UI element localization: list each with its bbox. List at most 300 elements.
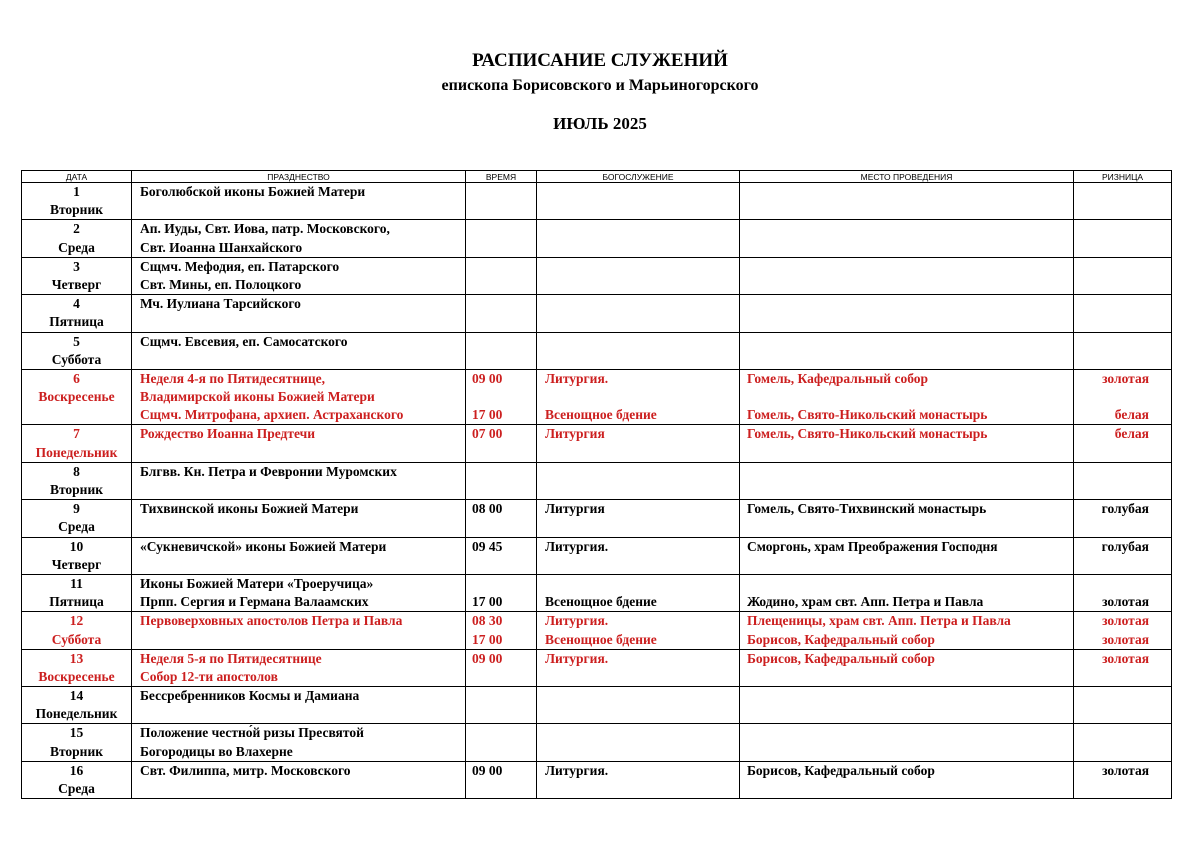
table-row — [22, 257, 1172, 294]
date-cell — [22, 537, 132, 574]
feast-line: Свт. Филиппа, митр. Московского — [140, 762, 351, 778]
place-line — [747, 687, 1073, 705]
vestment-line — [1074, 743, 1149, 761]
feast-cell — [132, 257, 466, 294]
date-cell — [22, 220, 132, 257]
weekday: Четверг — [51, 556, 102, 572]
service-line: Всенощное бдение — [545, 631, 657, 647]
place-cell — [740, 220, 1074, 257]
feast-line: Неделя 5-я по Пятидесятнице — [140, 650, 322, 666]
feast-line: Первоверховных апостолов Петра и Павла — [140, 613, 403, 629]
day-number: 3 — [73, 258, 80, 274]
vestment-line — [1074, 668, 1149, 686]
day-number: 16 — [69, 762, 84, 778]
time-line — [472, 463, 536, 481]
place-cell — [740, 332, 1074, 369]
time-cell — [466, 332, 537, 369]
feast-line — [140, 351, 465, 369]
service-line — [545, 518, 739, 536]
vestment-cell — [1074, 574, 1172, 611]
place-line: Гомель, Свято-Никольский монастырь — [747, 407, 988, 423]
vestment-line — [1074, 705, 1149, 723]
service-cell — [537, 724, 740, 761]
service-line: Литургия. — [545, 613, 609, 629]
service-cell — [537, 462, 740, 499]
feast-cell — [132, 220, 466, 257]
time-cell — [466, 257, 537, 294]
vestment-cell — [1074, 220, 1172, 257]
place-line: Борисов, Кафедральный собор — [747, 650, 935, 666]
vestment-cell — [1074, 649, 1172, 686]
place-cell — [740, 295, 1074, 332]
vestment-cell — [1074, 462, 1172, 499]
service-line: Литургия — [545, 501, 605, 517]
time-line — [472, 743, 536, 761]
time-line: 09 00 — [472, 650, 503, 666]
place-line — [747, 575, 1073, 593]
place-line — [747, 295, 1073, 313]
vestment-line — [1074, 258, 1149, 276]
feast-line — [140, 705, 465, 723]
place-line: Плещеницы, храм свт. Апп. Петра и Павла — [747, 613, 1011, 629]
place-line — [747, 481, 1073, 499]
service-line — [545, 780, 739, 798]
weekday: Суббота — [51, 631, 102, 647]
vestment-line — [1074, 313, 1149, 331]
day-number: 9 — [73, 501, 80, 517]
service-cell — [537, 257, 740, 294]
place-cell — [740, 687, 1074, 724]
vestment-line — [1074, 481, 1149, 499]
place-line — [747, 201, 1073, 219]
time-line — [472, 481, 536, 499]
place-line — [747, 444, 1073, 462]
place-line — [747, 351, 1073, 369]
place-line — [747, 388, 1073, 406]
feast-line: Блгвв. Кн. Петра и Февронии Муромских — [140, 463, 397, 479]
time-line: 09 45 — [472, 538, 503, 554]
vestment-line: голубая — [1101, 538, 1149, 554]
feast-line: Тихвинской иконы Божией Матери — [140, 501, 359, 517]
place-cell — [740, 649, 1074, 686]
service-line: Литургия. — [545, 538, 609, 554]
vestment-cell — [1074, 761, 1172, 798]
time-line — [472, 388, 536, 406]
date-cell — [22, 183, 132, 220]
service-line — [545, 220, 739, 238]
vestment-line — [1074, 295, 1149, 313]
vestment-cell — [1074, 425, 1172, 462]
service-cell — [537, 425, 740, 462]
schedule-table — [21, 170, 1172, 799]
service-line — [545, 463, 739, 481]
service-cell — [537, 612, 740, 649]
date-cell — [22, 724, 132, 761]
feast-cell — [132, 369, 466, 425]
feast-line: Иконы Божией Матери «Троеручица» — [140, 575, 374, 591]
service-line: Литургия. — [545, 650, 609, 666]
feast-line — [140, 201, 465, 219]
feast-cell — [132, 574, 466, 611]
place-line: Гомель, Свято-Тихвинский монастырь — [747, 501, 987, 517]
time-cell — [466, 612, 537, 649]
day-number: 2 — [73, 221, 80, 237]
place-cell — [740, 369, 1074, 425]
day-number: 1 — [73, 184, 80, 199]
feast-line: Сщмч. Митрофана, архиеп. Астраханского — [140, 407, 404, 423]
time-line: 17 00 — [472, 407, 503, 423]
time-line: 08 00 — [472, 501, 503, 517]
feast-cell — [132, 761, 466, 798]
place-line — [747, 556, 1073, 574]
table-row — [22, 462, 1172, 499]
feast-cell — [132, 500, 466, 537]
table-row — [22, 369, 1172, 425]
vestment-cell — [1074, 257, 1172, 294]
date-cell — [22, 500, 132, 537]
date-cell — [22, 687, 132, 724]
vestment-cell — [1074, 612, 1172, 649]
vestment-line — [1074, 556, 1149, 574]
feast-line: Собор 12-ти апостолов — [140, 668, 278, 684]
vestment-line — [1074, 351, 1149, 369]
feast-cell — [132, 687, 466, 724]
feast-cell — [132, 462, 466, 499]
time-line: 09 00 — [472, 762, 503, 778]
vestment-line — [1074, 388, 1149, 406]
place-line — [747, 668, 1073, 686]
vestment-line — [1074, 518, 1149, 536]
feast-cell — [132, 612, 466, 649]
service-line — [545, 351, 739, 369]
time-cell — [466, 462, 537, 499]
weekday: Воскресенье — [38, 668, 115, 684]
vestment-line — [1074, 276, 1149, 294]
header-row — [22, 171, 1172, 183]
place-cell — [740, 500, 1074, 537]
date-cell — [22, 574, 132, 611]
time-cell — [466, 295, 537, 332]
table-row — [22, 537, 1172, 574]
month-heading: ИЮЛЬ 2025 — [553, 114, 647, 133]
feast-line: Бессребренников Космы и Дамиана — [140, 688, 360, 704]
day-number: 6 — [73, 370, 80, 386]
service-line — [545, 239, 739, 257]
time-line — [472, 687, 536, 705]
vestment-cell — [1074, 183, 1172, 220]
table-row — [22, 295, 1172, 332]
place-line: Гомель, Кафедральный собор — [747, 370, 929, 386]
day-number: 10 — [69, 538, 84, 554]
feast-line: Мч. Иулиана Тарсийского — [140, 296, 301, 312]
column-header-place: МЕСТО ПРОВЕДЕНИЯ — [740, 171, 1074, 183]
weekday: Среда — [58, 519, 95, 535]
column-header-time: ВРЕМЯ — [466, 171, 537, 183]
vestment-line: белая — [1114, 407, 1149, 423]
place-line — [747, 705, 1073, 723]
vestment-cell — [1074, 537, 1172, 574]
feast-line — [140, 518, 465, 536]
service-line — [545, 444, 739, 462]
service-line — [545, 313, 739, 331]
feast-line: «Сукневичской» иконы Божией Матери — [140, 538, 387, 554]
place-line — [747, 313, 1073, 331]
time-line — [472, 351, 536, 369]
place-line: Сморгонь, храм Преображения Господня — [747, 538, 998, 554]
date-cell — [22, 649, 132, 686]
service-line: Всенощное бдение — [545, 594, 657, 610]
feast-line: Неделя 4-я по Пятидесятнице, — [140, 370, 326, 386]
service-line: Литургия. — [545, 370, 609, 386]
table-row — [22, 649, 1172, 686]
feast-line: Прпп. Сергия и Германа Валаамских — [140, 594, 369, 610]
service-line — [545, 276, 739, 294]
place-line — [747, 239, 1073, 257]
place-line — [747, 463, 1073, 481]
column-header-feast: ПРАЗДНЕСТВО — [132, 171, 466, 183]
service-line — [545, 201, 739, 219]
vestment-line: голубая — [1101, 501, 1149, 517]
place-cell — [740, 761, 1074, 798]
table-row — [22, 687, 1172, 724]
day-number: 11 — [70, 575, 83, 591]
weekday: Вторник — [49, 482, 104, 497]
day-number: 12 — [69, 613, 84, 629]
time-cell — [466, 687, 537, 724]
time-cell — [466, 724, 537, 761]
service-line — [545, 705, 739, 723]
vestment-line — [1074, 239, 1149, 257]
time-cell — [466, 425, 537, 462]
day-number: 7 — [73, 426, 80, 442]
service-line — [545, 183, 739, 201]
day-number: 8 — [73, 463, 80, 479]
time-line — [472, 705, 536, 723]
service-line — [545, 388, 739, 406]
feast-cell — [132, 183, 466, 220]
place-line — [747, 276, 1073, 294]
time-cell — [466, 537, 537, 574]
date-cell — [22, 462, 132, 499]
schedule-body — [22, 183, 1172, 799]
date-cell — [22, 612, 132, 649]
vestment-line — [1074, 183, 1149, 201]
column-header-date: ДАТА — [22, 171, 132, 183]
time-cell — [466, 220, 537, 257]
weekday: Пятница — [49, 314, 104, 330]
time-line — [472, 444, 536, 462]
service-cell — [537, 649, 740, 686]
table-row — [22, 332, 1172, 369]
time-line: 07 00 — [472, 426, 503, 442]
vestment-cell — [1074, 500, 1172, 537]
place-line: Борисов, Кафедральный собор — [747, 762, 935, 778]
table-row — [22, 724, 1172, 761]
feast-cell — [132, 425, 466, 462]
vestment-line — [1074, 687, 1149, 705]
day-number: 4 — [73, 296, 80, 312]
vestment-line — [1074, 575, 1149, 593]
service-cell — [537, 332, 740, 369]
table-row — [22, 220, 1172, 257]
time-cell — [466, 761, 537, 798]
date-cell — [22, 332, 132, 369]
table-row — [22, 183, 1172, 220]
place-cell — [740, 425, 1074, 462]
day-number: 15 — [69, 725, 84, 741]
vestment-line — [1074, 333, 1149, 351]
time-line — [472, 183, 536, 201]
service-line: Всенощное бдение — [545, 407, 657, 423]
place-cell — [740, 724, 1074, 761]
feast-line — [140, 444, 465, 462]
feast-line: Положение честно́й ризы Пресвятой — [140, 725, 364, 741]
feast-line: Ап. Иуды, Свт. Иова, патр. Московского, — [140, 221, 390, 237]
time-line — [472, 313, 536, 331]
service-cell — [537, 687, 740, 724]
vestment-line: золотая — [1102, 594, 1149, 610]
date-cell — [22, 425, 132, 462]
place-line — [747, 183, 1073, 201]
column-header-service: БОГОСЛУЖЕНИЕ — [537, 171, 740, 183]
time-cell — [466, 369, 537, 425]
vestment-line: золотая — [1102, 650, 1149, 666]
table-row — [22, 761, 1172, 798]
time-line — [472, 780, 536, 798]
service-cell — [537, 220, 740, 257]
feast-cell — [132, 724, 466, 761]
weekday: Четверг — [51, 276, 102, 292]
service-line — [545, 258, 739, 276]
time-line — [472, 518, 536, 536]
service-cell — [537, 537, 740, 574]
vestment-cell — [1074, 687, 1172, 724]
table-row — [22, 500, 1172, 537]
place-line — [747, 780, 1073, 798]
time-line — [472, 276, 536, 294]
date-cell — [22, 369, 132, 425]
place-line: Борисов, Кафедральный собор — [747, 631, 935, 647]
time-line — [472, 575, 536, 593]
service-line: Литургия — [545, 426, 605, 442]
vestment-line: золотая — [1102, 370, 1149, 386]
time-line — [472, 333, 536, 351]
place-cell — [740, 537, 1074, 574]
feast-line: Рождество Иоанна Предтечи — [140, 426, 316, 442]
weekday: Понедельник — [35, 706, 118, 722]
feast-cell — [132, 295, 466, 332]
service-line — [545, 575, 739, 593]
column-header-vestment: РИЗНИЦА — [1074, 171, 1172, 183]
vestment-cell — [1074, 295, 1172, 332]
vestment-cell — [1074, 724, 1172, 761]
feast-line: Свт. Иоанна Шанхайского — [140, 239, 303, 255]
vestment-line: белая — [1114, 426, 1149, 442]
service-line — [545, 556, 739, 574]
service-line — [545, 743, 739, 761]
feast-line: Свт. Мины, еп. Полоцкого — [140, 276, 302, 292]
feast-line — [140, 780, 465, 798]
feast-cell — [132, 332, 466, 369]
place-cell — [740, 183, 1074, 220]
table-row — [22, 574, 1172, 611]
feast-line: Сщмч. Евсевия, еп. Самосатского — [140, 333, 348, 349]
time-line: 09 00 — [472, 370, 503, 386]
service-cell — [537, 369, 740, 425]
service-line: Литургия. — [545, 762, 609, 778]
weekday: Вторник — [49, 743, 104, 759]
date-cell — [22, 295, 132, 332]
time-line — [472, 258, 536, 276]
feast-line — [140, 556, 465, 574]
weekday: Пятница — [49, 594, 104, 610]
time-line: 08 30 — [472, 613, 503, 629]
date-cell — [22, 761, 132, 798]
time-cell — [466, 649, 537, 686]
feast-line: Владимирской иконы Божией Матери — [140, 389, 375, 405]
vestment-line — [1074, 780, 1149, 798]
time-line — [472, 201, 536, 219]
feast-line — [140, 313, 465, 331]
place-line: Гомель, Свято-Никольский монастырь — [747, 426, 988, 442]
vestment-cell — [1074, 332, 1172, 369]
vestment-line — [1074, 444, 1149, 462]
service-line — [545, 481, 739, 499]
place-cell — [740, 257, 1074, 294]
place-line: Жодино, храм свт. Апп. Петра и Павла — [747, 594, 984, 610]
time-cell — [466, 500, 537, 537]
place-line — [747, 518, 1073, 536]
page-title: РАСПИСАНИЕ СЛУЖЕНИЙ — [472, 50, 728, 71]
service-line — [545, 295, 739, 313]
feast-line: Сщмч. Мефодия, еп. Патарского — [140, 258, 340, 274]
service-line — [545, 668, 739, 686]
feast-cell — [132, 649, 466, 686]
vestment-line — [1074, 220, 1149, 238]
service-line — [545, 687, 739, 705]
weekday: Вторник — [49, 202, 104, 218]
place-line — [747, 220, 1073, 238]
place-line — [747, 258, 1073, 276]
time-line: 17 00 — [472, 631, 503, 647]
place-line — [747, 724, 1073, 742]
vestment-line — [1074, 724, 1149, 742]
vestment-line — [1074, 463, 1149, 481]
time-line — [472, 295, 536, 313]
weekday: Суббота — [51, 351, 102, 367]
service-cell — [537, 500, 740, 537]
service-cell — [537, 761, 740, 798]
day-number: 14 — [69, 688, 84, 704]
place-line — [747, 333, 1073, 351]
time-line — [472, 556, 536, 574]
vestment-cell — [1074, 369, 1172, 425]
table-row — [22, 612, 1172, 649]
service-cell — [537, 574, 740, 611]
vestment-line: золотая — [1102, 613, 1149, 629]
time-line — [472, 724, 536, 742]
page-subtitle: епископа Борисовского и Марьиногорского — [441, 77, 759, 94]
weekday: Среда — [58, 781, 95, 796]
place-cell — [740, 612, 1074, 649]
vestment-line: золотая — [1102, 762, 1149, 778]
time-line — [472, 668, 536, 686]
feast-line: Боголюбской иконы Божией Матери — [140, 184, 366, 199]
service-line — [545, 724, 739, 742]
service-cell — [537, 295, 740, 332]
date-cell — [22, 257, 132, 294]
time-line — [472, 239, 536, 257]
